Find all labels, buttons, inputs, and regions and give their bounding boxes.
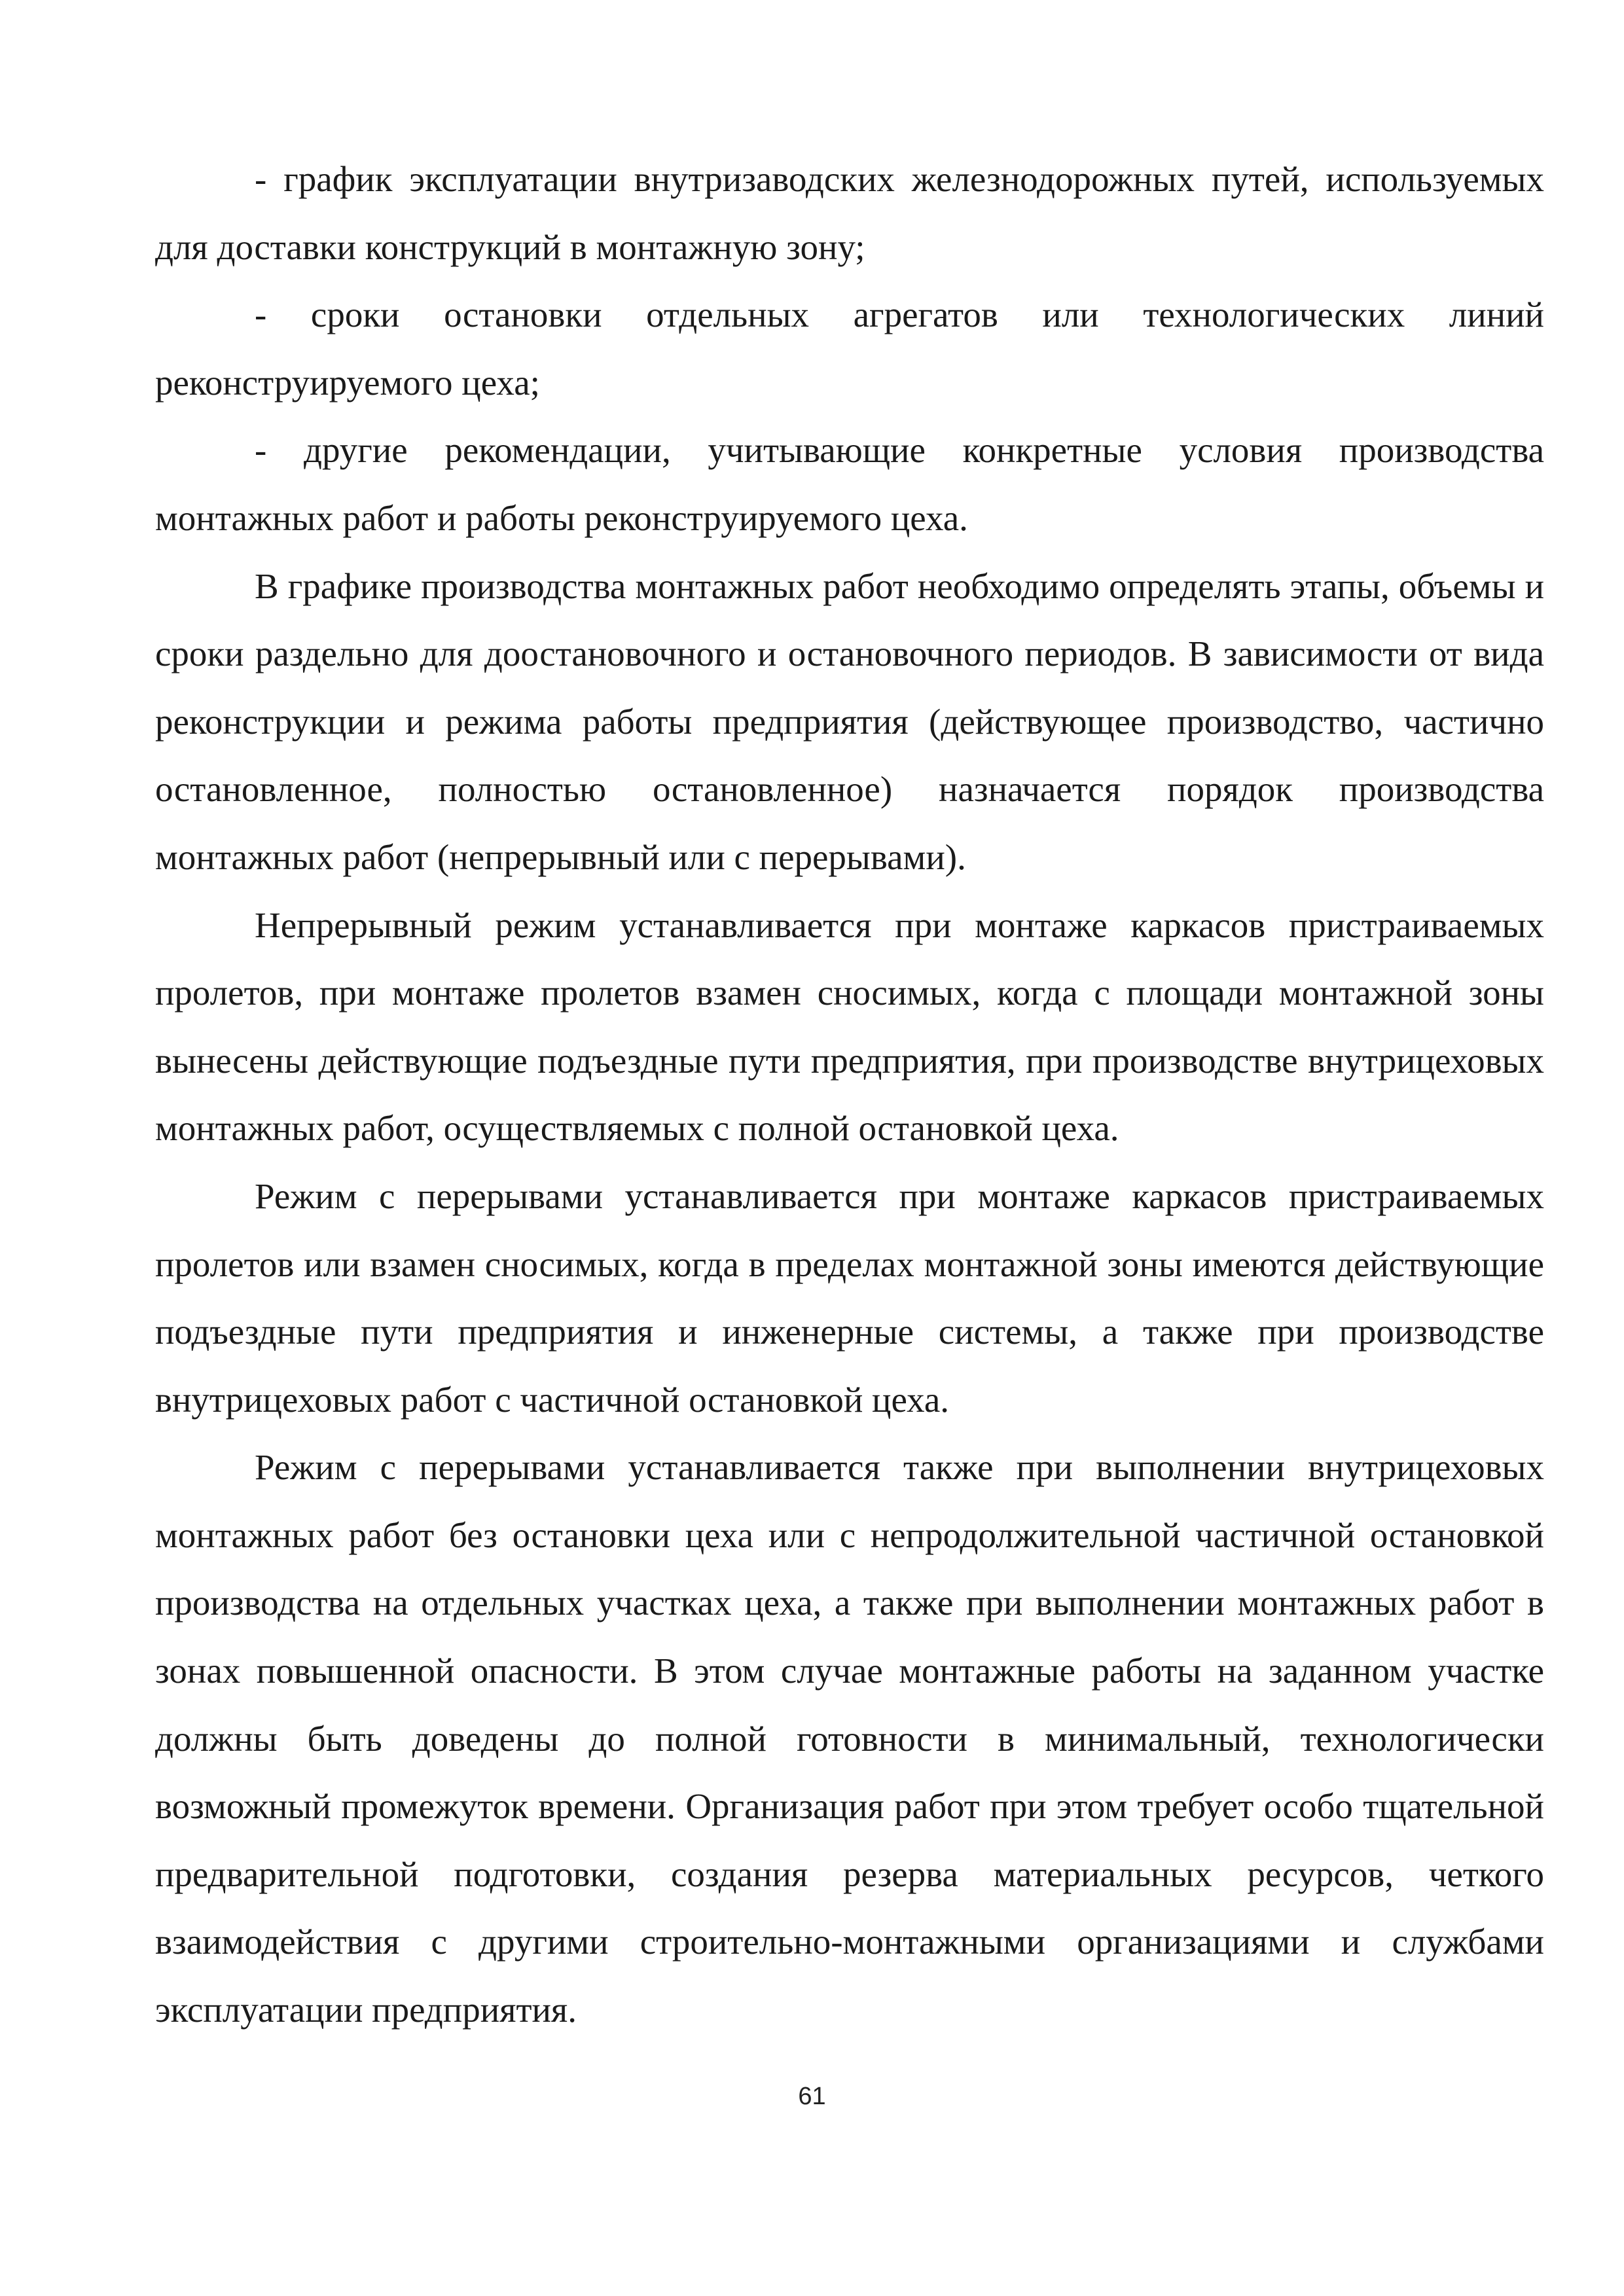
body-text: [155, 145, 1544, 2044]
paragraph-interrupted-mode: Режим с перерывами устанавливается при монтаже каркасов пристраиваемых пролетов или взамен сносимых, когда в пределах монтажной зоны имеются действующие подъездные пути предприятия и инженерные системы, а также при производстве внутрицеховых работ с частичной остановкой цеха.: [155, 1175, 1544, 1420]
list-item-other-recommendations: - другие рекомендации, учитывающие конкретные условия производства монтажных работ и работы реконструируемого цеха.: [155, 430, 1544, 538]
page-number: 61: [798, 2083, 826, 2110]
paragraph-continuous-mode: Непрерывный режим устанавливается при монтаже каркасов пристраиваемых пролетов, при монтаже пролетов взамен сносимых, когда с площади монтажной зоны вынесены действующие подъездные пути предприятия, при производстве внутрицеховых монтажных работ, осуществляемых с полной остановкой цеха.: [155, 905, 1544, 1149]
list-item-railway-schedule: - график эксплуатации внутризаводских железнодорожных путей, используемых для доставки конструкций в монтажную зону;: [155, 159, 1544, 267]
paragraph-schedule-stages: В графике производства монтажных работ необходимо определять этапы, объемы и сроки раздельно для доостановочного и остановочного периодов. В зависимости от вида реконструкции и режима работы предприятия (действующее производство, частично остановленное, полностью остановленное) назначается порядок производства монтажных работ (непрерывный или с перерывами).: [155, 565, 1544, 877]
paragraph-interrupted-mode-also: Режим с перерывами устанавливается также при выполнении внутрицеховых монтажных работ без остановки цеха или с непродолжительной частичной остановкой производства на отдельных участках цеха, а также при выполнении монтажных работ в зонах повышенной опасности. В этом случае монтажные работы на заданном участке должны быть доведены до полной готовности в минимальный, технологически возможный промежуток времени. Организация работ при этом требует особо тщательной предварительной подготовки, создания резерва материальных ресурсов, четкого взаимодействия с другими строительно-монтажными организациями и службами эксплуатации предприятия.: [155, 1447, 1544, 2030]
list-item-shutdown-dates: - сроки остановки отдельных агрегатов или технологических линий реконструируемого цеха;: [155, 295, 1544, 403]
